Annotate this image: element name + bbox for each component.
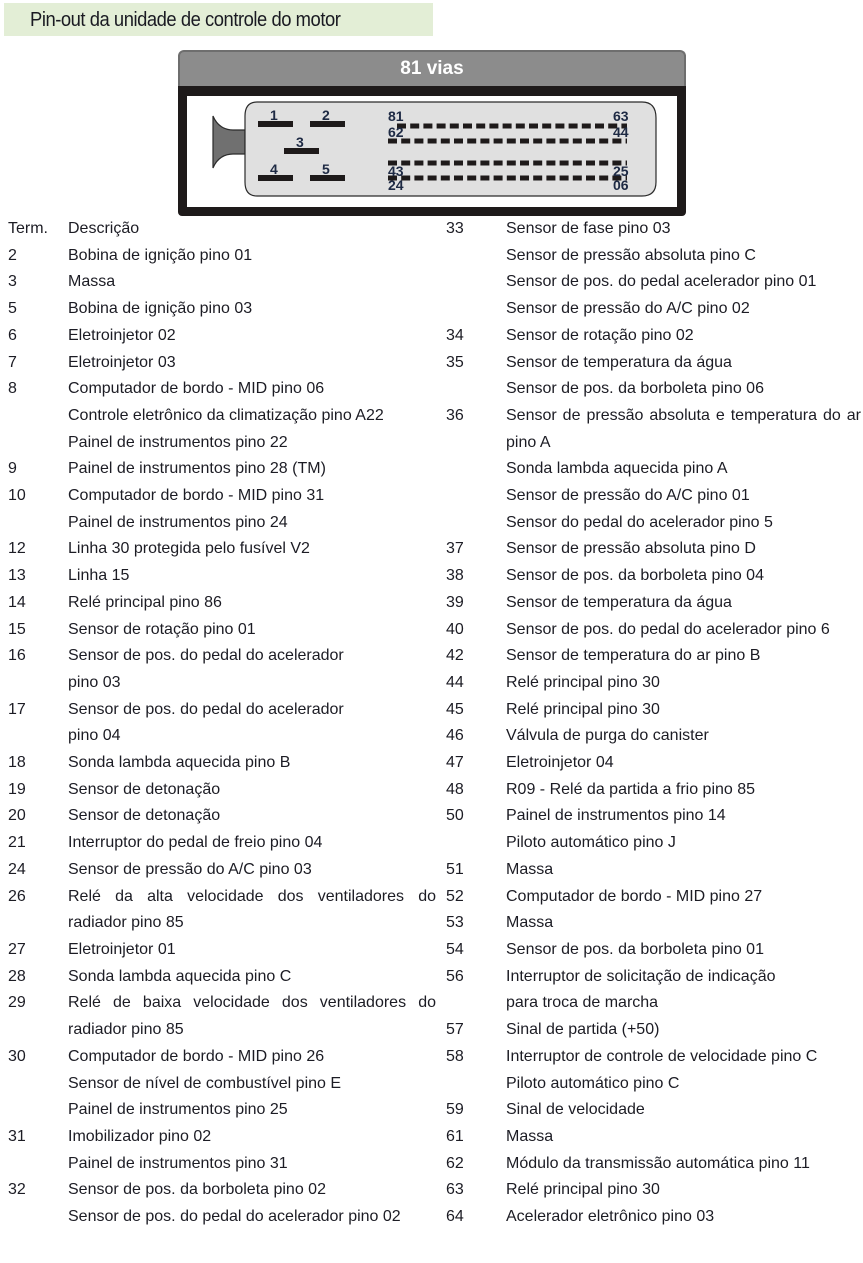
terminal-description [68, 937, 436, 964]
terminal-number: 53 [446, 914, 464, 932]
table-row [446, 590, 861, 617]
pin-label-4: 4 [270, 161, 278, 177]
description-line: Computador de bordo - MID pino 27 [506, 887, 763, 905]
connector-header-label: 81 vias [400, 58, 464, 79]
pin-label-24: 24 [388, 177, 404, 193]
table-row [8, 1177, 436, 1204]
table-row [8, 269, 436, 296]
page-title-banner [4, 3, 433, 36]
connector-inner-panel [187, 96, 677, 207]
terminal-description [506, 590, 861, 617]
table-row [446, 296, 861, 323]
terminal-number: 44 [446, 673, 464, 691]
table-row [446, 563, 861, 590]
table-row [8, 990, 436, 1043]
terminal-description [506, 750, 861, 777]
terminal-description [506, 483, 861, 510]
description-line: Massa [506, 860, 554, 878]
description-line: Eletroinjetor 02 [68, 326, 176, 344]
terminal-description [68, 403, 436, 430]
table-row [8, 403, 436, 430]
description-line: Relé principal pino 30 [506, 1181, 660, 1199]
table-row [446, 216, 861, 243]
terminal-number: 26 [8, 887, 26, 905]
terminal-description [68, 590, 436, 617]
description-line: Válvula de purga do canister [506, 727, 709, 745]
terminal-description [506, 1151, 861, 1178]
terminal-description [68, 1151, 436, 1178]
table-row [8, 964, 436, 991]
description-line: Piloto automático pino J [506, 834, 676, 852]
description-line: R09 - Relé da partida a frio pino 85 [506, 780, 756, 798]
description-line: Sinal de velocidade [506, 1101, 645, 1119]
terminal-number: 28 [8, 967, 26, 985]
description-line: Computador de bordo - MID pino 06 [68, 380, 325, 398]
table-row [8, 323, 436, 350]
table-row [446, 857, 861, 884]
terminal-number: 12 [8, 540, 26, 558]
table-row [8, 1097, 436, 1124]
terminal-description [506, 884, 861, 911]
description-line: Módulo da transmissão automática pino 11 [506, 1154, 810, 1172]
description-line: pino 04 [68, 727, 121, 745]
terminal-description [506, 777, 861, 804]
terminal-number: 16 [8, 647, 26, 665]
table-row [8, 643, 436, 696]
terminal-description [68, 323, 436, 350]
terminal-number: 38 [446, 567, 464, 585]
connector-header [178, 50, 686, 86]
description-line: Sonda lambda aquecida pino A [506, 460, 728, 478]
table-row [8, 857, 436, 884]
description-line: Imobilizador pino 02 [68, 1127, 212, 1145]
table-row [446, 376, 861, 403]
pinout-table-right [446, 216, 861, 1231]
table-row [446, 1097, 861, 1124]
terminal-description [506, 830, 861, 857]
description-line: Massa [506, 914, 554, 932]
description-line: Relé principal pino 30 [506, 700, 660, 718]
description-line: Sensor de pos. do pedal acelerador pino 01 [506, 273, 817, 291]
terminal-description [68, 803, 436, 830]
terminal-description [68, 750, 436, 777]
terminal-description [68, 243, 436, 270]
terminal-description [506, 536, 861, 563]
description-line: Painel de instrumentos pino 24 [68, 513, 288, 531]
table-row [446, 350, 861, 377]
terminal-description [68, 884, 436, 937]
description-line: Relé principal pino 30 [506, 673, 660, 691]
table-row [446, 1204, 861, 1231]
pin-label-63: 63 [613, 108, 629, 124]
connector-drawing [187, 96, 677, 207]
terminal-number: 33 [446, 220, 464, 237]
description-line: Sensor de pos. do pedal do acelerador [68, 700, 344, 718]
description-line: Interruptor de controle de velocidade pino C [506, 1047, 818, 1065]
table-row [446, 750, 861, 777]
terminal-description [506, 1017, 861, 1044]
description-line: Sensor de rotação pino 01 [68, 620, 256, 638]
table-row [446, 830, 861, 857]
terminal-description [68, 964, 436, 991]
terminal-description [68, 563, 436, 590]
terminal-description [506, 1097, 861, 1124]
table-row [8, 376, 436, 403]
terminal-number: 56 [446, 967, 464, 985]
description-line: Eletroinjetor 01 [68, 940, 176, 958]
terminal-description [506, 697, 861, 724]
terminal-description [68, 1044, 436, 1071]
terminal-description [506, 296, 861, 323]
terminal-number: 5 [8, 300, 17, 318]
description-line: pino 03 [68, 673, 121, 691]
description-line: Sensor de temperatura da água [506, 353, 732, 371]
pin-label-06: 06 [613, 177, 629, 193]
table-row [446, 536, 861, 563]
terminal-number: 3 [8, 273, 17, 291]
pin-label-1: 1 [270, 107, 278, 123]
pinout-table-left [8, 216, 436, 1231]
terminal-number: 52 [446, 887, 464, 905]
terminal-description [506, 910, 861, 937]
description-line: Acelerador eletrônico pino 03 [506, 1208, 715, 1226]
connector-frame [178, 86, 686, 216]
terminal-number: 7 [8, 353, 17, 371]
table-row [8, 617, 436, 644]
terminal-description [68, 1204, 436, 1231]
terminal-number: 13 [8, 567, 26, 585]
description-line: Sensor de pos. do pedal do acelerador [68, 647, 344, 665]
table-row [8, 456, 436, 483]
terminal-description [506, 670, 861, 697]
description-line: Sensor de temperatura da água [506, 593, 732, 611]
description-line: Controle eletrônico da climatização pino A22 [68, 406, 384, 424]
terminal-description [506, 350, 861, 377]
terminal-number: 19 [8, 780, 26, 798]
description-line: Eletroinjetor 03 [68, 353, 176, 371]
terminal-number: 50 [446, 807, 464, 825]
description-line: Massa [68, 273, 116, 291]
table-row [446, 269, 861, 296]
description-line: Sensor de nível de combustível pino E [68, 1074, 342, 1092]
terminal-description [506, 723, 861, 750]
terminal-number: 29 [8, 994, 26, 1012]
table-row [8, 830, 436, 857]
description-line: Sensor de temperatura do ar pino B [506, 647, 761, 665]
description-line: Painel de instrumentos pino 31 [68, 1154, 288, 1172]
pin-label-2: 2 [322, 107, 330, 123]
description-line: Painel de instrumentos pino 14 [506, 807, 726, 825]
terminal-description [68, 536, 436, 563]
description-line: Sensor de pos. do pedal do acelerador pino 02 [68, 1208, 401, 1226]
page-title: Pin-out da unidade de controle do motor [30, 9, 341, 31]
table-row [8, 777, 436, 804]
latch-shape [213, 116, 245, 168]
table-row [8, 243, 436, 270]
terminal-number: 20 [8, 807, 26, 825]
table-row [446, 803, 861, 830]
table-row [446, 643, 861, 670]
description-line: para troca de marcha [506, 994, 659, 1012]
terminal-number: 46 [446, 727, 464, 745]
terminal-number: 64 [446, 1208, 464, 1226]
pin-label-43: 43 [388, 163, 404, 179]
description-line: Interruptor de solicitação de indicação [506, 967, 776, 985]
terminal-description [68, 777, 436, 804]
terminal-description [506, 456, 861, 483]
terminal-description [506, 323, 861, 350]
terminal-description [68, 296, 436, 323]
description-line: Sensor de rotação pino 02 [506, 326, 694, 344]
terminal-number: 27 [8, 940, 26, 958]
terminal-description [506, 1071, 861, 1098]
table-row [8, 350, 436, 377]
terminal-number: 51 [446, 860, 464, 878]
table-row [446, 1124, 861, 1151]
terminal-description [506, 937, 861, 964]
terminal-description [506, 243, 861, 270]
table-row [446, 964, 861, 1017]
pin-label-81: 81 [388, 108, 404, 124]
table-row [446, 697, 861, 724]
table-row [446, 323, 861, 350]
terminal-number: 10 [8, 487, 26, 505]
terminal-number: 18 [8, 754, 26, 772]
table-row [8, 1124, 436, 1151]
terminal-number: 37 [446, 540, 464, 558]
terminal-number: 21 [8, 834, 26, 852]
terminal-description [506, 1124, 861, 1151]
table-row [8, 510, 436, 537]
terminal-number: 58 [446, 1047, 464, 1065]
terminal-number: 54 [446, 940, 464, 958]
terminal-description [506, 1177, 861, 1204]
terminal-description [506, 216, 861, 243]
table-row [446, 243, 861, 270]
description-line: Sensor de pos. da borboleta pino 02 [68, 1181, 326, 1199]
table-row [446, 1017, 861, 1044]
terminal-number: 62 [446, 1154, 464, 1172]
terminal-description [68, 510, 436, 537]
description-line: Computador de bordo - MID pino 31 [68, 487, 325, 505]
terminal-description [68, 617, 436, 644]
terminal-description [506, 403, 861, 456]
terminal-number: 30 [8, 1047, 26, 1065]
table-header [8, 216, 436, 243]
table-row [446, 617, 861, 644]
terminal-number: 39 [446, 593, 464, 611]
description-line: Relé da alta velocidade dos ventiladores do radiador pino 85 [68, 887, 436, 932]
description-line: Sensor de pressão do A/C pino 03 [68, 860, 312, 878]
description-line: Sensor do pedal do acelerador pino 5 [506, 513, 773, 531]
table-row [8, 697, 436, 750]
terminal-number: 31 [8, 1127, 26, 1145]
terminal-number: 61 [446, 1127, 464, 1145]
table-row [446, 510, 861, 537]
table-row [446, 1151, 861, 1178]
description-line: Bobina de ignição pino 01 [68, 246, 253, 264]
header-description: Descrição [68, 220, 140, 237]
description-line: Relé de baixa velocidade dos ventiladores do radiador pino 85 [68, 994, 436, 1039]
terminal-description [506, 964, 861, 1017]
description-line: Computador de bordo - MID pino 26 [68, 1047, 325, 1065]
description-line: Sensor de fase pino 03 [506, 220, 671, 237]
table-row [8, 590, 436, 617]
pin-label-62: 62 [388, 124, 404, 140]
table-row [446, 456, 861, 483]
description-line: Painel de instrumentos pino 25 [68, 1101, 288, 1119]
description-line: Painel de instrumentos pino 28 (TM) [68, 460, 326, 478]
description-line: Linha 15 [68, 567, 130, 585]
description-line: Sensor de pos. da borboleta pino 06 [506, 380, 764, 398]
description-line: Sensor de pressão do A/C pino 02 [506, 300, 750, 318]
table-row [446, 670, 861, 697]
table-row [8, 1204, 436, 1231]
terminal-description [68, 1177, 436, 1204]
terminal-description [68, 990, 436, 1043]
table-row [8, 1044, 436, 1071]
description-line: Bobina de ignição pino 03 [68, 300, 253, 318]
terminal-number: 57 [446, 1021, 464, 1039]
terminal-description [506, 269, 861, 296]
terminal-number: 42 [446, 647, 464, 665]
table-row [446, 884, 861, 911]
table-row [446, 1177, 861, 1204]
terminal-number: 17 [8, 700, 26, 718]
terminal-number: 15 [8, 620, 26, 638]
table-row [446, 723, 861, 750]
terminal-number: 40 [446, 620, 464, 638]
terminal-description [68, 697, 436, 750]
terminal-description [506, 510, 861, 537]
terminal-description [506, 803, 861, 830]
table-row [446, 937, 861, 964]
description-line: Piloto automático pino C [506, 1074, 680, 1092]
description-line: Relé principal pino 86 [68, 593, 222, 611]
description-line: Sensor de pressão absoluta e temperatura do ar pino A [506, 406, 861, 451]
description-line: Interruptor do pedal de freio pino 04 [68, 834, 323, 852]
terminal-description [68, 1124, 436, 1151]
description-line: Sonda lambda aquecida pino C [68, 967, 292, 985]
header-term: Term. [8, 220, 48, 237]
table-row [8, 563, 436, 590]
description-line: Sensor de pos. do pedal do acelerador pino 6 [506, 620, 830, 638]
table-row [8, 750, 436, 777]
description-line: Sensor de pos. da borboleta pino 04 [506, 567, 764, 585]
pin-label-3: 3 [296, 134, 304, 150]
terminal-description [68, 456, 436, 483]
terminal-number: 34 [446, 326, 464, 344]
description-line: Sensor de pressão do A/C pino 01 [506, 487, 750, 505]
table-row [8, 803, 436, 830]
terminal-description [68, 857, 436, 884]
terminal-description [506, 376, 861, 403]
terminal-number: 14 [8, 593, 26, 611]
table-row [446, 1071, 861, 1098]
table-row [446, 483, 861, 510]
table-row [8, 937, 436, 964]
pin-label-5: 5 [322, 161, 330, 177]
table-row [8, 430, 436, 457]
table-row [446, 777, 861, 804]
terminal-number: 8 [8, 380, 17, 398]
terminal-number: 9 [8, 460, 17, 478]
terminal-number: 59 [446, 1101, 464, 1119]
description-line: Sensor de pos. da borboleta pino 01 [506, 940, 764, 958]
table-row [446, 910, 861, 937]
terminal-description [68, 830, 436, 857]
terminal-number: 35 [446, 353, 464, 371]
table-row [8, 884, 436, 937]
terminal-number: 47 [446, 754, 464, 772]
terminal-description [506, 617, 861, 644]
description-line: Painel de instrumentos pino 22 [68, 433, 288, 451]
terminal-description [68, 430, 436, 457]
description-line: Eletroinjetor 04 [506, 754, 614, 772]
terminal-number: 48 [446, 780, 464, 798]
terminal-description [68, 350, 436, 377]
terminal-number: 2 [8, 246, 17, 264]
terminal-number: 32 [8, 1181, 26, 1199]
table-row [8, 296, 436, 323]
description-line: Sensor de pressão absoluta pino D [506, 540, 756, 558]
terminal-description [506, 563, 861, 590]
terminal-description [68, 643, 436, 696]
table-row [8, 1151, 436, 1178]
table-row [8, 483, 436, 510]
terminal-description [68, 1097, 436, 1124]
terminal-number: 45 [446, 700, 464, 718]
terminal-number: 63 [446, 1181, 464, 1199]
terminal-description [68, 376, 436, 403]
terminal-description [68, 269, 436, 296]
terminal-description [68, 483, 436, 510]
table-row [446, 403, 861, 456]
terminal-number: 6 [8, 326, 17, 344]
pin-label-25: 25 [613, 163, 629, 179]
table-row [8, 536, 436, 563]
table-row [8, 1071, 436, 1098]
terminal-description [506, 1204, 861, 1231]
description-line: Massa [506, 1127, 554, 1145]
terminal-number: 24 [8, 860, 26, 878]
terminal-description [506, 857, 861, 884]
terminal-description [506, 643, 861, 670]
terminal-description [506, 1044, 861, 1071]
description-line: Sensor de detonação [68, 780, 221, 798]
table-row [446, 1044, 861, 1071]
terminal-number: 36 [446, 406, 464, 424]
description-line: Sensor de detonação [68, 807, 221, 825]
description-line: Sinal de partida (+50) [506, 1021, 660, 1039]
description-line: Linha 30 protegida pelo fusível V2 [68, 540, 310, 558]
terminal-description [68, 1071, 436, 1098]
pin-label-44: 44 [613, 124, 629, 140]
connector-diagram [178, 50, 686, 218]
description-line: Sonda lambda aquecida pino B [68, 754, 291, 772]
description-line: Sensor de pressão absoluta pino C [506, 246, 756, 264]
